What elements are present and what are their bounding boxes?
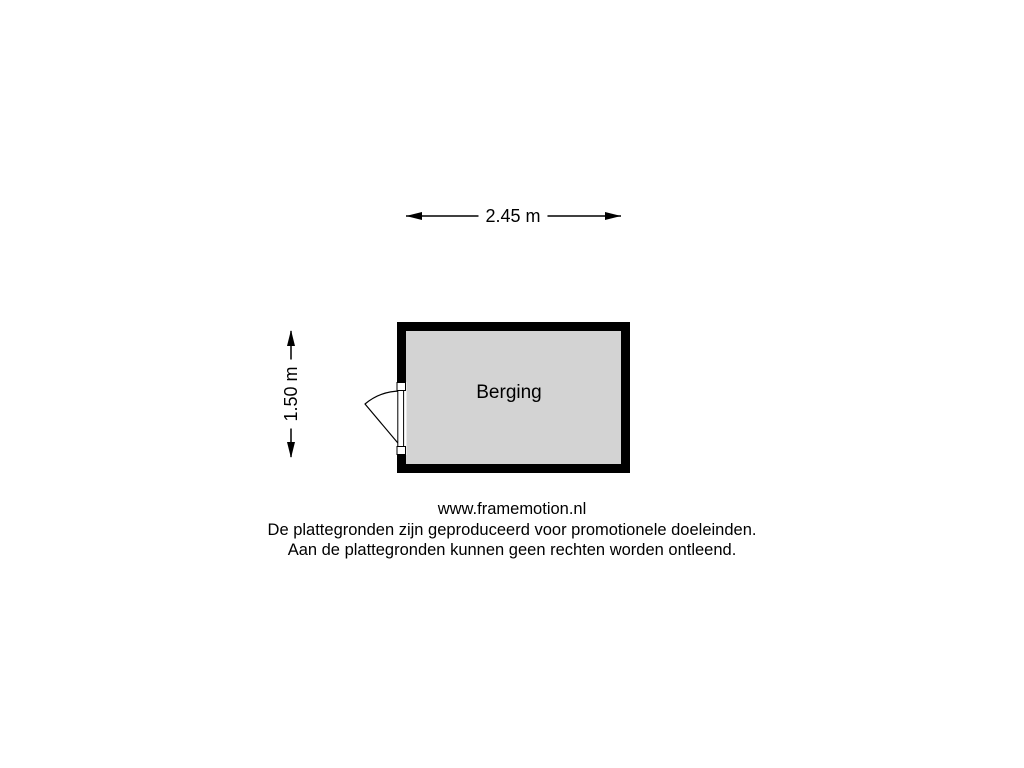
- width-dimension-label: 2.45 m: [478, 205, 547, 227]
- room-label: Berging: [476, 382, 542, 403]
- footer-disclaimer-line-1: De plattegronden zijn geproduceerd voor promotionele doeleinden.: [267, 520, 757, 539]
- width-arrowhead-left-icon: [406, 212, 422, 220]
- height-dimension-label: 1.50 m: [280, 359, 302, 428]
- height-arrowhead-bottom-icon: [287, 442, 295, 458]
- door-swing-arc: [365, 391, 401, 447]
- door-jamb-top: [397, 383, 406, 391]
- footer-disclaimer-line-2: Aan de plattegronden kunnen geen rechten worden ontleend.: [287, 541, 737, 559]
- footer-website: www.framemotion.nl: [437, 500, 587, 518]
- door-leaf: [398, 391, 404, 447]
- door-jamb-bottom: [397, 447, 406, 455]
- footer: [0, 499, 1024, 561]
- width-arrowhead-right-icon: [605, 212, 621, 220]
- height-arrowhead-top-icon: [287, 330, 295, 346]
